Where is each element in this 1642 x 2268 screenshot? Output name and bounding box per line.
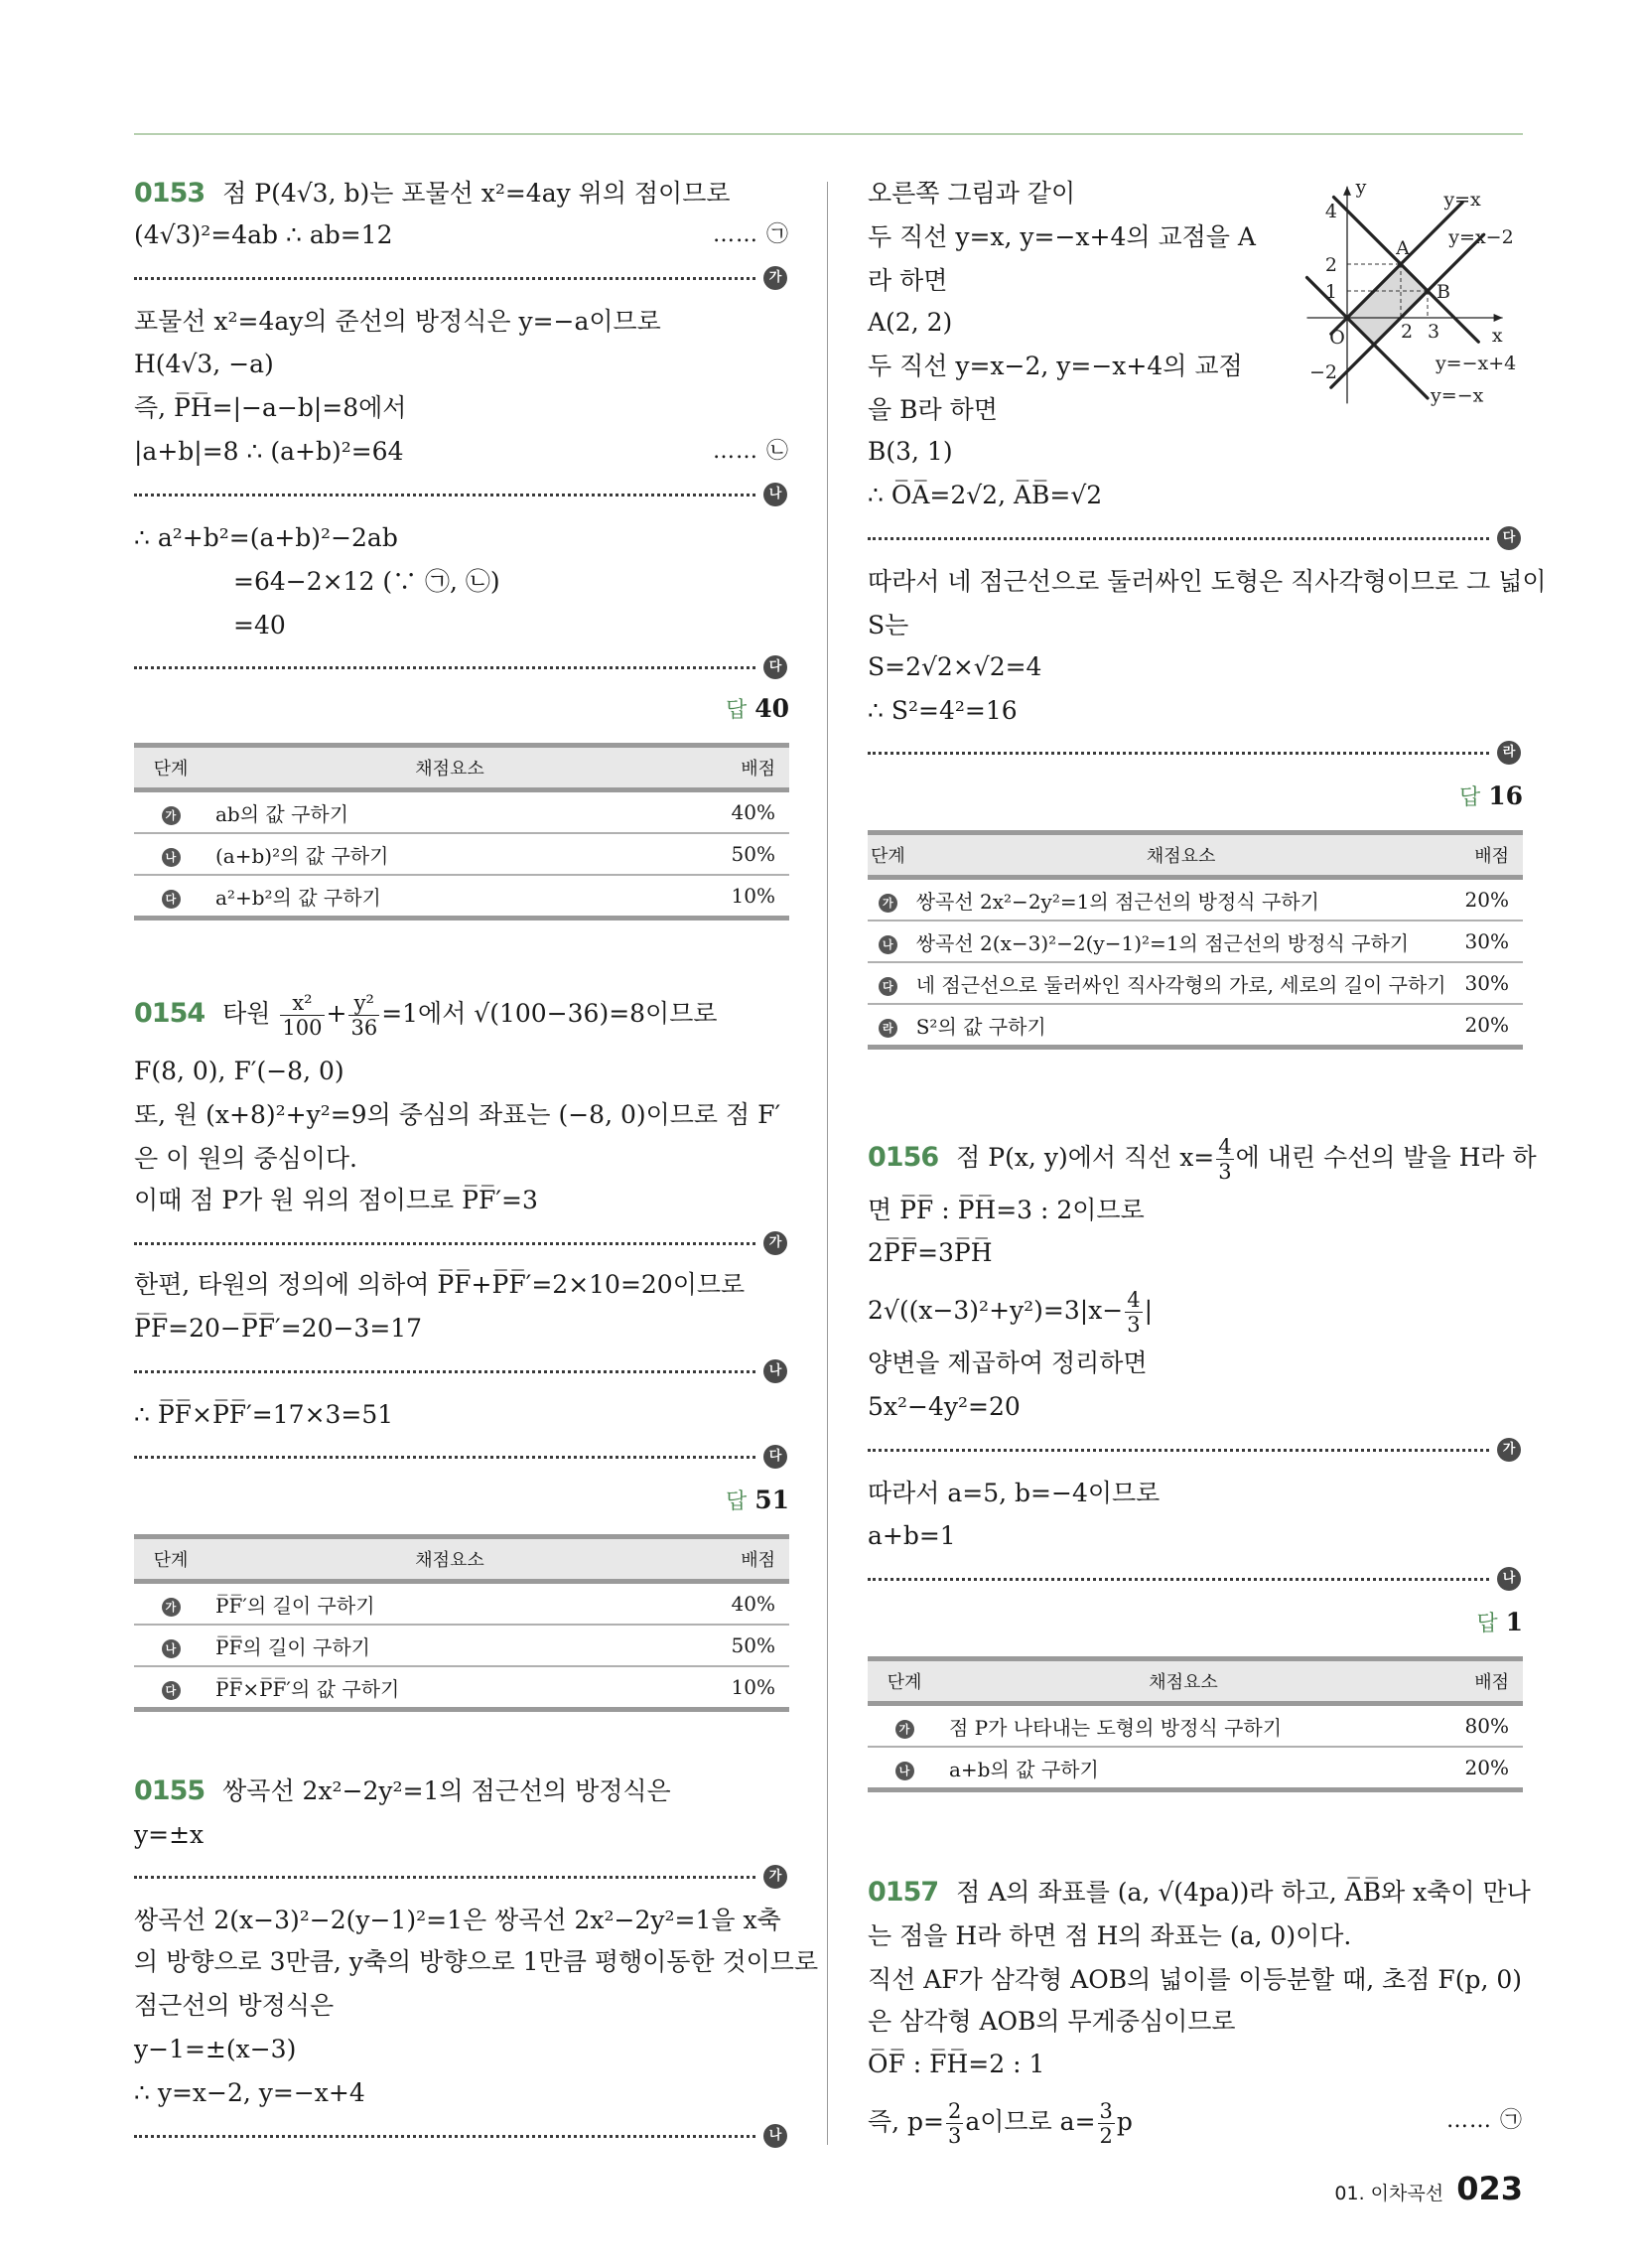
column-header: 채점요소 <box>207 1537 685 1582</box>
table-row <box>134 790 789 834</box>
answer-value: 1 <box>1505 1608 1523 1636</box>
column-header: 배점 <box>685 1537 789 1582</box>
step-cell <box>134 875 207 919</box>
problem-number: 0156 <box>868 1142 939 1173</box>
step-badge-나: 나 <box>879 935 897 954</box>
step-badge-다: 다 <box>879 977 897 996</box>
table-header-row <box>868 833 1523 878</box>
step-badge-다: 다 <box>162 890 181 909</box>
chapter-title: 01. 이차곡선 <box>1334 2183 1444 2204</box>
solution-line <box>868 172 1075 215</box>
solution-line <box>134 1137 357 1181</box>
table-row <box>868 1004 1523 1048</box>
step-cell <box>134 833 207 875</box>
solution-line <box>868 1189 1145 1232</box>
fraction-numerator: x² <box>280 991 324 1016</box>
score-cell: 10% <box>685 875 789 919</box>
x-axis-arrow <box>1494 314 1503 322</box>
math-text: 에 내린 수선의 발을 H라 하 <box>1235 1143 1537 1172</box>
table-header-row <box>868 1659 1523 1704</box>
solution-line <box>868 2099 1523 2148</box>
fraction-denominator: 3 <box>948 2124 962 2148</box>
step-badge-가: 가 <box>895 1720 914 1739</box>
solution-line <box>134 2028 296 2071</box>
fraction-numerator: y² <box>348 991 379 1016</box>
solution-line <box>868 215 1256 259</box>
math-text: 이때 점 P가 원 위의 점이므로 P̅F̅′=3 <box>134 1186 538 1214</box>
dotted-line <box>134 277 755 280</box>
math-text: P̅F̅=20−P̅F̅′=20−3=17 <box>134 1314 423 1343</box>
solution-line <box>868 1342 1148 1385</box>
criteria-cell: (a+b)²의 값 구하기 <box>207 833 685 875</box>
step-badge-나: 나 <box>763 483 787 506</box>
solution-line <box>134 213 789 257</box>
math-text: 두 직선 y=x−2, y=−x+4의 교점 <box>868 352 1243 380</box>
step-badge-가: 가 <box>162 806 181 825</box>
solution-line <box>868 560 1547 604</box>
point-label-b: B <box>1437 281 1450 303</box>
math-text: (4√3)²=4ab ∴ ab=12 <box>134 220 393 249</box>
step-badge-가: 가 <box>162 1598 181 1617</box>
math-text: 점근선의 방정식은 <box>134 1991 335 2020</box>
math-text: 즉, p= <box>868 2107 944 2136</box>
answer <box>726 687 789 731</box>
table-row <box>134 833 789 875</box>
criteria-cell: ab의 값 구하기 <box>207 790 685 834</box>
fraction-denominator: 100 <box>282 1016 323 1040</box>
step-divider <box>134 1445 789 1471</box>
step-cell <box>868 1004 908 1048</box>
problem-number: 0154 <box>134 998 205 1029</box>
solution-line <box>134 1984 334 2028</box>
step-cell <box>868 1747 941 1790</box>
dotted-line <box>868 752 1489 755</box>
step-badge-나: 나 <box>162 848 181 867</box>
solution-line <box>868 1472 1160 1515</box>
scoring-table <box>134 743 789 921</box>
column-divider <box>827 182 828 2145</box>
equation-reference-mark: …… ㉠ <box>713 222 789 247</box>
solution-line <box>134 1813 204 1857</box>
solution-line <box>134 1307 422 1350</box>
left-column <box>134 0 819 2268</box>
column-header: 배점 <box>685 746 789 790</box>
math-text: + <box>326 999 347 1028</box>
solution-line <box>134 2071 365 2115</box>
answer-label: 답 <box>1476 1612 1498 1636</box>
math-text: 두 직선 y=x, y=−x+4의 교점을 A <box>868 222 1256 251</box>
step-divider <box>134 266 789 292</box>
step-badge-가: 가 <box>1497 1438 1521 1462</box>
dotted-line <box>134 1242 755 1245</box>
step-divider <box>134 1231 789 1257</box>
step-badge-가: 가 <box>879 894 897 913</box>
dotted-line <box>134 1370 755 1373</box>
criteria-cell: 점 P가 나타내는 도형의 방정식 구하기 <box>941 1704 1419 1748</box>
math-text: B(3, 1) <box>868 437 953 466</box>
x-tick-label: 2 <box>1400 321 1414 343</box>
asymptote-label: y=x <box>1443 189 1481 212</box>
dotted-line <box>134 1456 755 1459</box>
table-header-row <box>134 746 789 790</box>
criteria-cell: a+b의 값 구하기 <box>941 1747 1419 1790</box>
column-header: 배점 <box>1447 833 1523 878</box>
criteria-cell: P̅F̅×P̅F̅′의 값 구하기 <box>207 1666 685 1710</box>
math-text: 은 이 원의 중심이다. <box>134 1144 357 1173</box>
step-badge-나: 나 <box>763 2124 787 2148</box>
criteria-cell: 쌍곡선 2(x−3)²−2(y−1)²=1의 점근선의 방정식 구하기 <box>908 921 1447 962</box>
math-text: 점 A의 좌표를 (a, √(4pa))라 하고, A̅B̅와 x축이 만나 <box>956 1878 1531 1907</box>
fraction <box>946 2099 963 2148</box>
solution-line <box>868 689 1018 733</box>
math-text: 는 점을 H라 하면 점 H의 좌표는 (a, 0)이다. <box>868 1921 1352 1950</box>
solution-line <box>134 300 661 344</box>
score-cell: 20% <box>1447 1004 1523 1048</box>
fraction-numerator: 2 <box>948 2099 962 2123</box>
math-text: S=2√2×√2=4 <box>868 652 1042 681</box>
solution-line <box>134 1899 781 1942</box>
solution-line <box>868 1288 1154 1337</box>
math-text: 5x²−4y²=20 <box>868 1392 1021 1421</box>
problem-number: 0157 <box>868 1877 939 1908</box>
problem-number: 0155 <box>134 1775 205 1806</box>
scoring-table <box>868 830 1523 1050</box>
table-row <box>134 1625 789 1666</box>
criteria-cell: 쌍곡선 2x²−2y²=1의 점근선의 방정식 구하기 <box>908 878 1447 921</box>
fraction <box>1125 1288 1142 1337</box>
score-cell: 30% <box>1447 921 1523 962</box>
dotted-line <box>134 1876 755 1879</box>
math-text: S는 <box>868 611 909 639</box>
math-text: 오른쪽 그림과 같이 <box>868 179 1076 208</box>
point-label-a: A <box>1396 237 1410 259</box>
math-text: O̅F̅ : F̅H̅=2 : 1 <box>868 2050 1045 2078</box>
solution-line <box>233 604 286 647</box>
step-divider <box>868 1567 1523 1593</box>
math-text: 따라서 a=5, b=−4이므로 <box>868 1479 1161 1507</box>
math-text: a+b=1 <box>868 1521 956 1550</box>
score-cell: 80% <box>1419 1704 1523 1748</box>
y-tick-label: 4 <box>1324 201 1337 222</box>
fraction <box>1216 1135 1233 1184</box>
step-divider <box>134 1359 789 1385</box>
solution-line <box>868 1958 1522 2002</box>
equation-reference-mark: …… ㉡ <box>713 439 789 464</box>
table-row <box>134 875 789 919</box>
solution-line <box>868 301 952 345</box>
table-row <box>868 1704 1523 1748</box>
math-text: ∴ P̅F̅×P̅F̅′=17×3=51 <box>134 1400 394 1429</box>
solution-line <box>868 388 998 432</box>
math-text: a이므로 a= <box>965 2107 1096 2136</box>
math-text: 또, 원 (x+8)²+y²=9의 중심의 좌표는 (−8, 0)이므로 점 F′ <box>134 1100 781 1129</box>
table-row <box>868 962 1523 1004</box>
math-text: 의 방향으로 3만큼, y축의 방향으로 1만큼 평행이동한 것이므로 <box>134 1947 819 1976</box>
answer <box>1476 1601 1523 1644</box>
problem-header-line <box>134 1770 671 1813</box>
score-cell: 50% <box>685 833 789 875</box>
step-divider <box>868 526 1523 552</box>
criteria-cell: P̅F̅′의 길이 구하기 <box>207 1582 685 1626</box>
score-cell: 40% <box>685 790 789 834</box>
math-text: 양변을 제곱하여 정리하면 <box>868 1348 1148 1377</box>
criteria-cell: S²의 값 구하기 <box>908 1004 1447 1048</box>
math-text: 쌍곡선 2(x−3)²−2(y−1)²=1은 쌍곡선 2x²−2y²=1을 x축 <box>134 1906 781 1934</box>
answer-label: 답 <box>725 698 748 723</box>
step-divider <box>868 741 1523 767</box>
math-text: ∴ y=x−2, y=−x+4 <box>134 2078 365 2107</box>
solution-line <box>134 386 406 430</box>
answer <box>726 1479 789 1522</box>
step-cell <box>134 1582 207 1626</box>
math-text: H(4√3, −a) <box>134 350 274 378</box>
dotted-line <box>868 1449 1489 1452</box>
column-header: 단계 <box>868 833 908 878</box>
y-axis-label: y <box>1355 177 1367 199</box>
solution-line <box>134 1050 344 1093</box>
solution-line <box>134 1393 393 1437</box>
y-axis-arrow <box>1343 187 1351 196</box>
math-text: =1에서 √(100−36)=8이므로 <box>381 999 718 1028</box>
dotted-line <box>134 2135 755 2138</box>
dotted-line <box>134 666 755 669</box>
y-tick-label: 1 <box>1324 281 1337 303</box>
step-divider <box>868 1438 1523 1464</box>
fraction-denominator: 36 <box>350 1016 378 1040</box>
solution-line <box>233 560 500 604</box>
asymptote-graph <box>1291 177 1549 425</box>
problem-header-line <box>134 991 718 1040</box>
fraction-denominator: 2 <box>1099 2124 1113 2148</box>
step-cell <box>134 790 207 834</box>
dotted-line <box>868 1578 1489 1581</box>
step-cell <box>868 962 908 1004</box>
problem-header-line <box>134 172 731 215</box>
math-text: F(8, 0), F′(−8, 0) <box>134 1057 344 1085</box>
math-text: 점 P(x, y)에서 직선 x= <box>956 1143 1215 1172</box>
step-divider <box>134 1865 789 1891</box>
score-cell: 20% <box>1447 878 1523 921</box>
math-text: ∴ O̅A̅=2√2, A̅B̅=√2 <box>868 481 1103 509</box>
scoring-table <box>868 1656 1523 1792</box>
math-text: 포물선 x²=4ay의 준선의 방정식은 y=−a이므로 <box>134 307 661 336</box>
problem-number: 0153 <box>134 178 205 209</box>
scoring-table <box>134 1534 789 1712</box>
math-text: ∴ a²+b²=(a+b)²−2ab <box>134 523 398 552</box>
math-text: 쌍곡선 2x²−2y²=1의 점근선의 방정식은 <box>222 1776 671 1805</box>
criteria-cell: a²+b²의 값 구하기 <box>207 875 685 919</box>
math-text: 한편, 타원의 정의에 의하여 P̅F̅+P̅F̅′=2×10=20이므로 <box>134 1270 746 1299</box>
step-badge-다: 다 <box>763 655 787 679</box>
step-badge-라: 라 <box>1497 741 1521 765</box>
column-header: 채점요소 <box>941 1659 1419 1704</box>
step-cell <box>868 878 908 921</box>
solution-line <box>868 604 908 647</box>
asymptote-label: y=−x+4 <box>1435 352 1517 374</box>
math-text: 은 삼각형 AOB의 무게중심이므로 <box>868 2007 1236 2036</box>
math-text: 타원 <box>222 999 279 1028</box>
math-text: A(2, 2) <box>868 308 953 337</box>
math-text: |a+b|=8 ∴ (a+b)²=64 <box>134 437 404 466</box>
answer <box>1459 775 1523 818</box>
fraction <box>280 991 324 1040</box>
solution-line <box>868 2043 1044 2086</box>
column-header: 단계 <box>868 1659 941 1704</box>
math-text: 면 P̅F̅ : P̅H̅=3 : 2이므로 <box>868 1196 1145 1224</box>
equation-reference-mark: …… ㉠ <box>1446 2108 1523 2133</box>
column-header: 단계 <box>134 746 207 790</box>
math-text: 을 B라 하면 <box>868 395 998 424</box>
math-text: ∴ S²=4²=16 <box>868 696 1018 725</box>
math-text: 직선 AF가 삼각형 AOB의 넓이를 이등분할 때, 초점 F(p, 0) <box>868 1965 1523 1994</box>
fraction <box>348 991 379 1040</box>
step-badge-다: 다 <box>162 1681 181 1700</box>
problem-header-line <box>868 1871 1531 1914</box>
solution-line <box>134 1940 818 1984</box>
step-badge-나: 나 <box>162 1639 181 1658</box>
math-text: 따라서 네 점근선으로 둘러싸인 도형은 직사각형이므로 그 넓이 <box>868 567 1547 596</box>
column-header: 채점요소 <box>908 833 1447 878</box>
step-cell <box>868 921 908 962</box>
y-tick-label: −2 <box>1308 361 1337 383</box>
column-header: 배점 <box>1419 1659 1523 1704</box>
criteria-cell: 네 점근선으로 둘러싸인 직사각형의 가로, 세로의 길이 구하기 <box>908 962 1447 1004</box>
step-badge-나: 나 <box>1497 1567 1521 1591</box>
fraction <box>1098 2099 1115 2148</box>
math-text: =64−2×12 (∵ ㉠, ㉡) <box>233 567 500 596</box>
step-divider <box>134 2124 789 2150</box>
y-tick-label: 2 <box>1324 254 1337 276</box>
column-header: 채점요소 <box>207 746 685 790</box>
criteria-cell: P̅F̅의 길이 구하기 <box>207 1625 685 1666</box>
solution-line <box>134 516 398 560</box>
math-text: =40 <box>233 611 286 639</box>
table-row <box>134 1666 789 1710</box>
math-text: 2P̅F̅=3P̅H̅ <box>868 1238 993 1267</box>
answer-value: 40 <box>754 694 789 723</box>
x-tick-label: 3 <box>1427 321 1440 343</box>
math-text: 2√((x−3)²+y²)=3|x− <box>868 1296 1124 1325</box>
asymptote-label: y=−x <box>1431 384 1484 407</box>
step-badge-가: 가 <box>763 266 787 290</box>
origin-label: O <box>1329 327 1345 349</box>
answer-value: 16 <box>1488 781 1523 810</box>
solution-line <box>868 1385 1021 1429</box>
step-badge-나: 나 <box>895 1762 914 1780</box>
step-badge-나: 나 <box>763 1359 787 1383</box>
column-header: 단계 <box>134 1537 207 1582</box>
step-badge-다: 다 <box>1497 526 1521 550</box>
page-number: 023 <box>1456 2170 1523 2207</box>
fraction-denominator: 3 <box>1218 1160 1232 1184</box>
step-divider <box>134 655 789 681</box>
asymptote-label: y=x−2 <box>1448 226 1514 248</box>
solution-line <box>868 430 953 474</box>
solution-line <box>134 1179 538 1222</box>
table-row <box>868 1747 1523 1790</box>
score-cell: 10% <box>685 1666 789 1710</box>
table-row <box>868 921 1523 962</box>
step-cell <box>868 1704 941 1748</box>
table-header-row <box>134 1537 789 1582</box>
score-cell: 30% <box>1447 962 1523 1004</box>
dotted-line <box>134 494 755 496</box>
answer-label: 답 <box>725 1489 748 1514</box>
math-text: y=±x <box>134 1820 205 1849</box>
fraction-numerator: 4 <box>1218 1135 1232 1159</box>
solution-line <box>868 1231 993 1275</box>
fraction-numerator: 3 <box>1099 2099 1113 2123</box>
fraction-denominator: 3 <box>1127 1313 1141 1337</box>
score-cell: 50% <box>685 1625 789 1666</box>
solution-line <box>134 343 274 386</box>
step-badge-가: 가 <box>763 1865 787 1889</box>
math-text: y−1=±(x−3) <box>134 2035 297 2063</box>
table-row <box>868 878 1523 921</box>
step-cell <box>134 1666 207 1710</box>
math-text: 라 하면 <box>868 266 948 295</box>
solution-line <box>868 645 1041 689</box>
step-badge-라: 라 <box>879 1019 897 1038</box>
table-row <box>134 1582 789 1626</box>
dotted-line <box>868 537 1489 540</box>
solution-line <box>134 430 789 474</box>
solution-line <box>868 2000 1236 2044</box>
solution-line <box>868 474 1102 517</box>
solution-line <box>868 345 1243 388</box>
math-text: 점 P(4√3, b)는 포물선 x²=4ay 위의 점이므로 <box>222 179 731 208</box>
solution-line <box>868 1914 1351 1958</box>
answer-label: 답 <box>1458 785 1481 810</box>
fraction-numerator: 4 <box>1127 1288 1141 1312</box>
score-cell: 20% <box>1419 1747 1523 1790</box>
x-axis-label: x <box>1491 325 1503 347</box>
solution-line <box>868 1514 956 1558</box>
step-cell <box>134 1625 207 1666</box>
solution-line <box>868 259 947 303</box>
solution-line <box>134 1093 780 1137</box>
answer-value: 51 <box>754 1486 789 1514</box>
problem-header-line <box>868 1135 1537 1184</box>
step-badge-다: 다 <box>763 1445 787 1469</box>
math-text: | <box>1144 1296 1154 1325</box>
step-divider <box>134 483 789 508</box>
math-text: p <box>1116 2107 1133 2136</box>
math-text: 즉, P̅H̅=|−a−b|=8에서 <box>134 393 407 422</box>
solution-line <box>134 1263 745 1307</box>
step-badge-가: 가 <box>763 1231 787 1255</box>
score-cell: 40% <box>685 1582 789 1626</box>
page-footer <box>1334 2169 1523 2208</box>
